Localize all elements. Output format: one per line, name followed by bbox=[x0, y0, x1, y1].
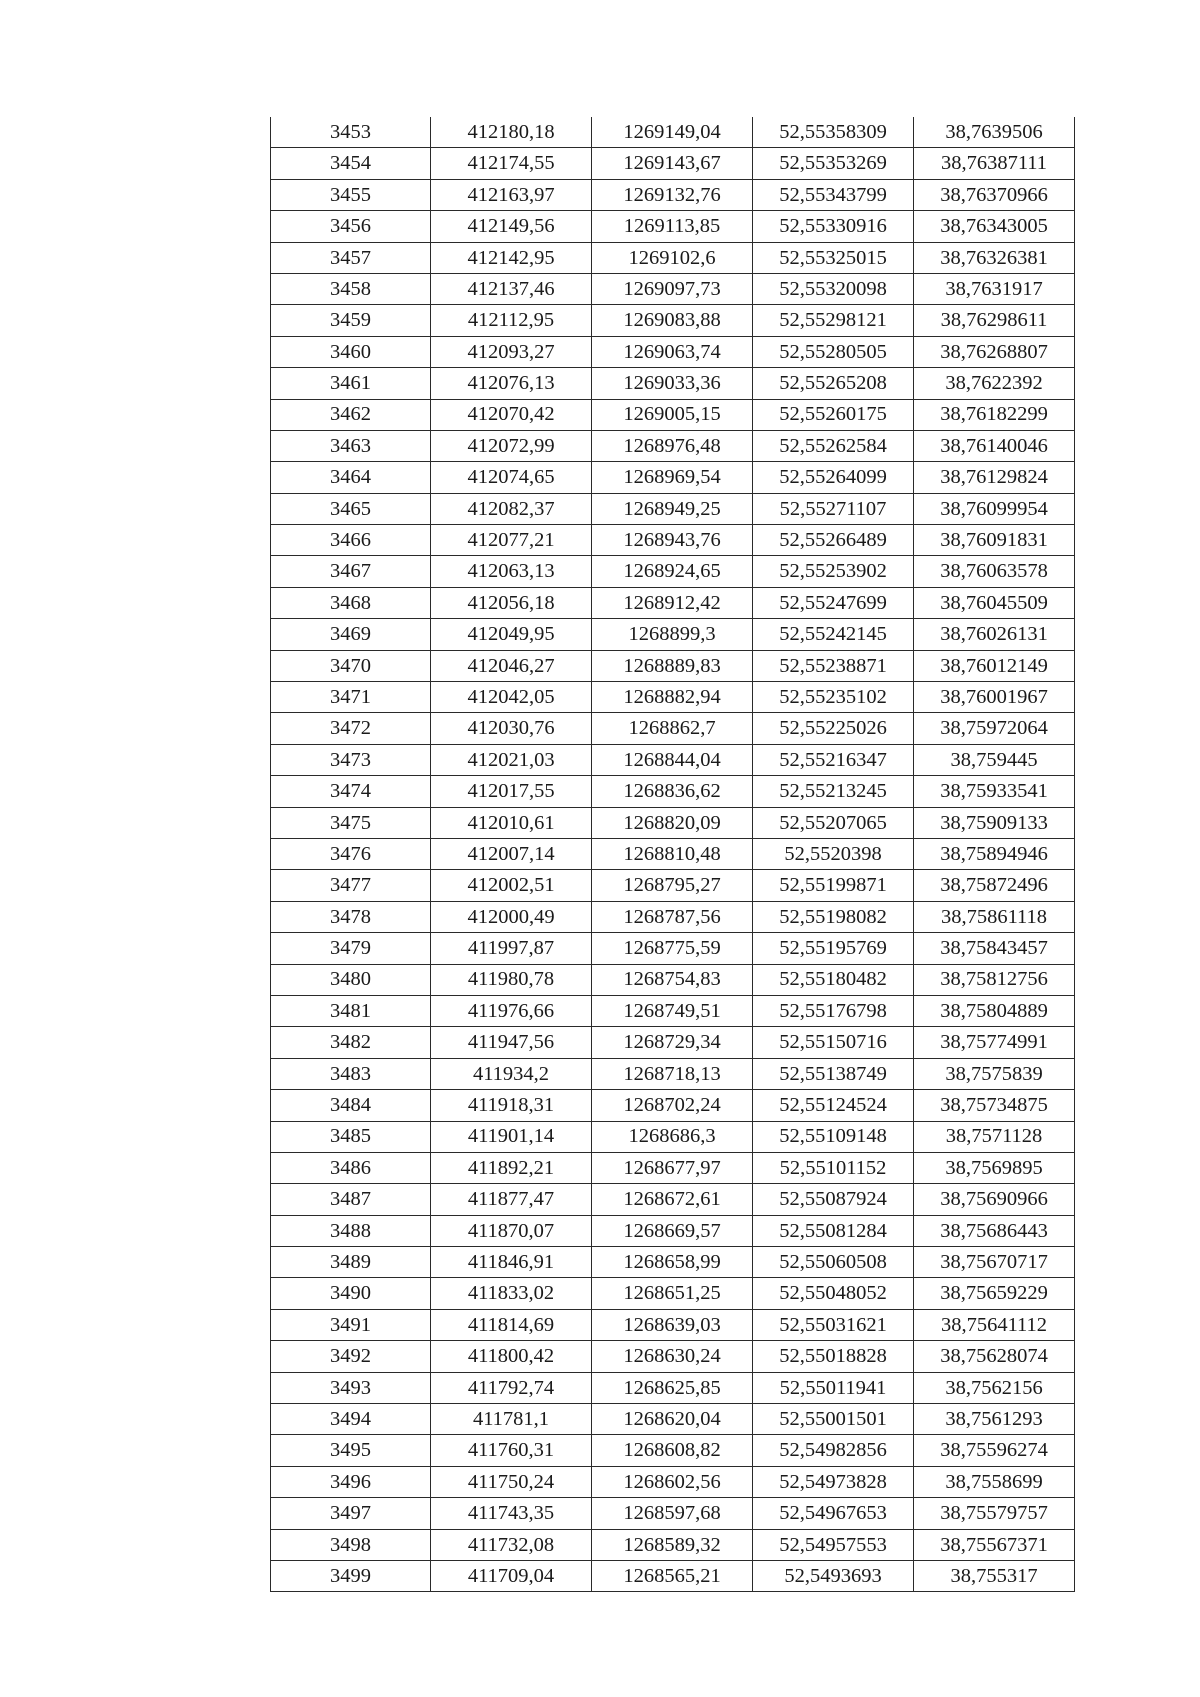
point-number-cell: 3484 bbox=[271, 1090, 431, 1121]
point-number-cell: 3487 bbox=[271, 1184, 431, 1215]
x-coordinate-cell: 411709,04 bbox=[431, 1560, 592, 1591]
y-coordinate-cell: 1268889,83 bbox=[592, 650, 753, 681]
table-row bbox=[271, 1560, 1075, 1591]
y-coordinate-cell: 1268787,56 bbox=[592, 901, 753, 932]
table-row bbox=[271, 713, 1075, 744]
x-coordinate-cell: 412002,51 bbox=[431, 870, 592, 901]
x-coordinate-cell: 412042,05 bbox=[431, 682, 592, 713]
point-number-cell: 3499 bbox=[271, 1560, 431, 1591]
latitude-cell: 52,55235102 bbox=[753, 682, 914, 713]
x-coordinate-cell: 412142,95 bbox=[431, 242, 592, 273]
latitude-cell: 52,55353269 bbox=[753, 148, 914, 179]
table-row bbox=[271, 305, 1075, 336]
table-row bbox=[271, 1466, 1075, 1497]
y-coordinate-cell: 1268630,24 bbox=[592, 1341, 753, 1372]
table-row bbox=[271, 1278, 1075, 1309]
latitude-cell: 52,55150716 bbox=[753, 1027, 914, 1058]
y-coordinate-cell: 1268608,82 bbox=[592, 1435, 753, 1466]
y-coordinate-cell: 1269005,15 bbox=[592, 399, 753, 430]
latitude-cell: 52,54967653 bbox=[753, 1498, 914, 1529]
x-coordinate-cell: 412007,14 bbox=[431, 838, 592, 869]
table-row bbox=[271, 1247, 1075, 1278]
latitude-cell: 52,55087924 bbox=[753, 1184, 914, 1215]
x-coordinate-cell: 412049,95 bbox=[431, 619, 592, 650]
latitude-cell: 52,55081284 bbox=[753, 1215, 914, 1246]
latitude-cell: 52,55262584 bbox=[753, 430, 914, 461]
x-coordinate-cell: 411800,42 bbox=[431, 1341, 592, 1372]
point-number-cell: 3485 bbox=[271, 1121, 431, 1152]
longitude-cell: 38,75641112 bbox=[914, 1309, 1075, 1340]
latitude-cell: 52,55060508 bbox=[753, 1247, 914, 1278]
latitude-cell: 52,55213245 bbox=[753, 776, 914, 807]
table-row bbox=[271, 1058, 1075, 1089]
point-number-cell: 3470 bbox=[271, 650, 431, 681]
longitude-cell: 38,76182299 bbox=[914, 399, 1075, 430]
table-row bbox=[271, 1152, 1075, 1183]
x-coordinate-cell: 411870,07 bbox=[431, 1215, 592, 1246]
table-row bbox=[271, 1372, 1075, 1403]
table-row bbox=[271, 430, 1075, 461]
longitude-cell: 38,759445 bbox=[914, 744, 1075, 775]
latitude-cell: 52,55109148 bbox=[753, 1121, 914, 1152]
y-coordinate-cell: 1268754,83 bbox=[592, 964, 753, 995]
longitude-cell: 38,7561293 bbox=[914, 1404, 1075, 1435]
y-coordinate-cell: 1269033,36 bbox=[592, 368, 753, 399]
point-number-cell: 3491 bbox=[271, 1309, 431, 1340]
y-coordinate-cell: 1268810,48 bbox=[592, 838, 753, 869]
table-row bbox=[271, 211, 1075, 242]
point-number-cell: 3464 bbox=[271, 462, 431, 493]
y-coordinate-cell: 1268949,25 bbox=[592, 493, 753, 524]
y-coordinate-cell: 1268669,57 bbox=[592, 1215, 753, 1246]
longitude-cell: 38,7622392 bbox=[914, 368, 1075, 399]
point-number-cell: 3477 bbox=[271, 870, 431, 901]
x-coordinate-cell: 411997,87 bbox=[431, 933, 592, 964]
table-row bbox=[271, 619, 1075, 650]
longitude-cell: 38,76140046 bbox=[914, 430, 1075, 461]
y-coordinate-cell: 1268597,68 bbox=[592, 1498, 753, 1529]
x-coordinate-cell: 412074,65 bbox=[431, 462, 592, 493]
latitude-cell: 52,55320098 bbox=[753, 273, 914, 304]
longitude-cell: 38,76091831 bbox=[914, 525, 1075, 556]
x-coordinate-cell: 412077,21 bbox=[431, 525, 592, 556]
latitude-cell: 52,55018828 bbox=[753, 1341, 914, 1372]
y-coordinate-cell: 1268565,21 bbox=[592, 1560, 753, 1591]
y-coordinate-cell: 1268639,03 bbox=[592, 1309, 753, 1340]
x-coordinate-cell: 411732,08 bbox=[431, 1529, 592, 1560]
longitude-cell: 38,76063578 bbox=[914, 556, 1075, 587]
x-coordinate-cell: 411750,24 bbox=[431, 1466, 592, 1497]
longitude-cell: 38,75734875 bbox=[914, 1090, 1075, 1121]
point-number-cell: 3471 bbox=[271, 682, 431, 713]
y-coordinate-cell: 1268677,97 bbox=[592, 1152, 753, 1183]
longitude-cell: 38,76026131 bbox=[914, 619, 1075, 650]
y-coordinate-cell: 1268775,59 bbox=[592, 933, 753, 964]
point-number-cell: 3483 bbox=[271, 1058, 431, 1089]
table-row bbox=[271, 525, 1075, 556]
longitude-cell: 38,7631917 bbox=[914, 273, 1075, 304]
x-coordinate-cell: 412063,13 bbox=[431, 556, 592, 587]
longitude-cell: 38,7558699 bbox=[914, 1466, 1075, 1497]
longitude-cell: 38,75933541 bbox=[914, 776, 1075, 807]
longitude-cell: 38,76370966 bbox=[914, 179, 1075, 210]
point-number-cell: 3454 bbox=[271, 148, 431, 179]
y-coordinate-cell: 1268686,3 bbox=[592, 1121, 753, 1152]
x-coordinate-cell: 412174,55 bbox=[431, 148, 592, 179]
coordinates-table-body bbox=[271, 117, 1075, 1592]
x-coordinate-cell: 412056,18 bbox=[431, 587, 592, 618]
x-coordinate-cell: 411892,21 bbox=[431, 1152, 592, 1183]
y-coordinate-cell: 1268729,34 bbox=[592, 1027, 753, 1058]
longitude-cell: 38,76387111 bbox=[914, 148, 1075, 179]
table-row bbox=[271, 556, 1075, 587]
x-coordinate-cell: 412000,49 bbox=[431, 901, 592, 932]
y-coordinate-cell: 1269097,73 bbox=[592, 273, 753, 304]
table-row bbox=[271, 1215, 1075, 1246]
x-coordinate-cell: 412163,97 bbox=[431, 179, 592, 210]
point-number-cell: 3478 bbox=[271, 901, 431, 932]
longitude-cell: 38,75670717 bbox=[914, 1247, 1075, 1278]
point-number-cell: 3467 bbox=[271, 556, 431, 587]
latitude-cell: 52,55176798 bbox=[753, 995, 914, 1026]
y-coordinate-cell: 1268836,62 bbox=[592, 776, 753, 807]
latitude-cell: 52,55298121 bbox=[753, 305, 914, 336]
x-coordinate-cell: 411877,47 bbox=[431, 1184, 592, 1215]
latitude-cell: 52,55011941 bbox=[753, 1372, 914, 1403]
table-row bbox=[271, 1435, 1075, 1466]
y-coordinate-cell: 1268862,7 bbox=[592, 713, 753, 744]
longitude-cell: 38,75861118 bbox=[914, 901, 1075, 932]
x-coordinate-cell: 411743,35 bbox=[431, 1498, 592, 1529]
x-coordinate-cell: 411781,1 bbox=[431, 1404, 592, 1435]
latitude-cell: 52,55280505 bbox=[753, 336, 914, 367]
table-row bbox=[271, 964, 1075, 995]
latitude-cell: 52,55138749 bbox=[753, 1058, 914, 1089]
longitude-cell: 38,76129824 bbox=[914, 462, 1075, 493]
point-number-cell: 3481 bbox=[271, 995, 431, 1026]
latitude-cell: 52,55048052 bbox=[753, 1278, 914, 1309]
point-number-cell: 3469 bbox=[271, 619, 431, 650]
longitude-cell: 38,75659229 bbox=[914, 1278, 1075, 1309]
x-coordinate-cell: 412072,99 bbox=[431, 430, 592, 461]
y-coordinate-cell: 1268943,76 bbox=[592, 525, 753, 556]
point-number-cell: 3455 bbox=[271, 179, 431, 210]
point-number-cell: 3496 bbox=[271, 1466, 431, 1497]
y-coordinate-cell: 1268882,94 bbox=[592, 682, 753, 713]
point-number-cell: 3474 bbox=[271, 776, 431, 807]
x-coordinate-cell: 412010,61 bbox=[431, 807, 592, 838]
point-number-cell: 3492 bbox=[271, 1341, 431, 1372]
table-row bbox=[271, 242, 1075, 273]
longitude-cell: 38,76268807 bbox=[914, 336, 1075, 367]
x-coordinate-cell: 411814,69 bbox=[431, 1309, 592, 1340]
point-number-cell: 3493 bbox=[271, 1372, 431, 1403]
table-row bbox=[271, 148, 1075, 179]
latitude-cell: 52,55325015 bbox=[753, 242, 914, 273]
longitude-cell: 38,76099954 bbox=[914, 493, 1075, 524]
point-number-cell: 3495 bbox=[271, 1435, 431, 1466]
x-coordinate-cell: 411792,74 bbox=[431, 1372, 592, 1403]
latitude-cell: 52,55253902 bbox=[753, 556, 914, 587]
table-row bbox=[271, 870, 1075, 901]
latitude-cell: 52,55265208 bbox=[753, 368, 914, 399]
x-coordinate-cell: 412137,46 bbox=[431, 273, 592, 304]
table-row bbox=[271, 1184, 1075, 1215]
latitude-cell: 52,55264099 bbox=[753, 462, 914, 493]
point-number-cell: 3468 bbox=[271, 587, 431, 618]
table-row bbox=[271, 462, 1075, 493]
x-coordinate-cell: 412017,55 bbox=[431, 776, 592, 807]
y-coordinate-cell: 1268969,54 bbox=[592, 462, 753, 493]
point-number-cell: 3473 bbox=[271, 744, 431, 775]
point-number-cell: 3472 bbox=[271, 713, 431, 744]
table-row bbox=[271, 1121, 1075, 1152]
longitude-cell: 38,76045509 bbox=[914, 587, 1075, 618]
point-number-cell: 3460 bbox=[271, 336, 431, 367]
table-row bbox=[271, 1529, 1075, 1560]
table-row bbox=[271, 1309, 1075, 1340]
point-number-cell: 3456 bbox=[271, 211, 431, 242]
x-coordinate-cell: 411918,31 bbox=[431, 1090, 592, 1121]
point-number-cell: 3489 bbox=[271, 1247, 431, 1278]
table-row bbox=[271, 1498, 1075, 1529]
point-number-cell: 3488 bbox=[271, 1215, 431, 1246]
point-number-cell: 3497 bbox=[271, 1498, 431, 1529]
y-coordinate-cell: 1268899,3 bbox=[592, 619, 753, 650]
x-coordinate-cell: 412046,27 bbox=[431, 650, 592, 681]
latitude-cell: 52,55101152 bbox=[753, 1152, 914, 1183]
latitude-cell: 52,55260175 bbox=[753, 399, 914, 430]
longitude-cell: 38,75596274 bbox=[914, 1435, 1075, 1466]
latitude-cell: 52,55180482 bbox=[753, 964, 914, 995]
table-row bbox=[271, 838, 1075, 869]
table-row bbox=[271, 273, 1075, 304]
longitude-cell: 38,755317 bbox=[914, 1560, 1075, 1591]
x-coordinate-cell: 411833,02 bbox=[431, 1278, 592, 1309]
x-coordinate-cell: 412082,37 bbox=[431, 493, 592, 524]
y-coordinate-cell: 1269132,76 bbox=[592, 179, 753, 210]
y-coordinate-cell: 1269113,85 bbox=[592, 211, 753, 242]
point-number-cell: 3490 bbox=[271, 1278, 431, 1309]
y-coordinate-cell: 1268844,04 bbox=[592, 744, 753, 775]
latitude-cell: 52,55330916 bbox=[753, 211, 914, 242]
x-coordinate-cell: 411934,2 bbox=[431, 1058, 592, 1089]
point-number-cell: 3462 bbox=[271, 399, 431, 430]
y-coordinate-cell: 1268912,42 bbox=[592, 587, 753, 618]
latitude-cell: 52,55001501 bbox=[753, 1404, 914, 1435]
y-coordinate-cell: 1269149,04 bbox=[592, 117, 753, 148]
longitude-cell: 38,76326381 bbox=[914, 242, 1075, 273]
longitude-cell: 38,75843457 bbox=[914, 933, 1075, 964]
longitude-cell: 38,7569895 bbox=[914, 1152, 1075, 1183]
point-number-cell: 3466 bbox=[271, 525, 431, 556]
x-coordinate-cell: 412076,13 bbox=[431, 368, 592, 399]
table-row bbox=[271, 1090, 1075, 1121]
latitude-cell: 52,5493693 bbox=[753, 1560, 914, 1591]
longitude-cell: 38,76343005 bbox=[914, 211, 1075, 242]
point-number-cell: 3461 bbox=[271, 368, 431, 399]
longitude-cell: 38,75894946 bbox=[914, 838, 1075, 869]
table-row bbox=[271, 901, 1075, 932]
y-coordinate-cell: 1268718,13 bbox=[592, 1058, 753, 1089]
latitude-cell: 52,55195769 bbox=[753, 933, 914, 964]
y-coordinate-cell: 1268820,09 bbox=[592, 807, 753, 838]
longitude-cell: 38,76298611 bbox=[914, 305, 1075, 336]
latitude-cell: 52,54982856 bbox=[753, 1435, 914, 1466]
x-coordinate-cell: 412093,27 bbox=[431, 336, 592, 367]
y-coordinate-cell: 1268602,56 bbox=[592, 1466, 753, 1497]
point-number-cell: 3458 bbox=[271, 273, 431, 304]
table-row bbox=[271, 117, 1075, 148]
longitude-cell: 38,75628074 bbox=[914, 1341, 1075, 1372]
latitude-cell: 52,55242145 bbox=[753, 619, 914, 650]
latitude-cell: 52,55216347 bbox=[753, 744, 914, 775]
latitude-cell: 52,55225026 bbox=[753, 713, 914, 744]
longitude-cell: 38,75774991 bbox=[914, 1027, 1075, 1058]
latitude-cell: 52,55238871 bbox=[753, 650, 914, 681]
latitude-cell: 52,55247699 bbox=[753, 587, 914, 618]
latitude-cell: 52,55343799 bbox=[753, 179, 914, 210]
latitude-cell: 52,55266489 bbox=[753, 525, 914, 556]
table-row bbox=[271, 179, 1075, 210]
longitude-cell: 38,75872496 bbox=[914, 870, 1075, 901]
latitude-cell: 52,5520398 bbox=[753, 838, 914, 869]
y-coordinate-cell: 1268702,24 bbox=[592, 1090, 753, 1121]
x-coordinate-cell: 412180,18 bbox=[431, 117, 592, 148]
x-coordinate-cell: 411901,14 bbox=[431, 1121, 592, 1152]
table-row bbox=[271, 744, 1075, 775]
latitude-cell: 52,54973828 bbox=[753, 1466, 914, 1497]
longitude-cell: 38,75812756 bbox=[914, 964, 1075, 995]
longitude-cell: 38,76012149 bbox=[914, 650, 1075, 681]
x-coordinate-cell: 412021,03 bbox=[431, 744, 592, 775]
table-row bbox=[271, 933, 1075, 964]
longitude-cell: 38,75690966 bbox=[914, 1184, 1075, 1215]
point-number-cell: 3465 bbox=[271, 493, 431, 524]
point-number-cell: 3482 bbox=[271, 1027, 431, 1058]
longitude-cell: 38,75686443 bbox=[914, 1215, 1075, 1246]
x-coordinate-cell: 412030,76 bbox=[431, 713, 592, 744]
y-coordinate-cell: 1268924,65 bbox=[592, 556, 753, 587]
longitude-cell: 38,7562156 bbox=[914, 1372, 1075, 1403]
x-coordinate-cell: 411846,91 bbox=[431, 1247, 592, 1278]
table-row bbox=[271, 776, 1075, 807]
point-number-cell: 3453 bbox=[271, 117, 431, 148]
y-coordinate-cell: 1268672,61 bbox=[592, 1184, 753, 1215]
table-row bbox=[271, 336, 1075, 367]
longitude-cell: 38,76001967 bbox=[914, 682, 1075, 713]
table-row bbox=[271, 995, 1075, 1026]
x-coordinate-cell: 411760,31 bbox=[431, 1435, 592, 1466]
table-row bbox=[271, 1027, 1075, 1058]
latitude-cell: 52,55199871 bbox=[753, 870, 914, 901]
y-coordinate-cell: 1269083,88 bbox=[592, 305, 753, 336]
y-coordinate-cell: 1268625,85 bbox=[592, 1372, 753, 1403]
x-coordinate-cell: 412149,56 bbox=[431, 211, 592, 242]
y-coordinate-cell: 1268795,27 bbox=[592, 870, 753, 901]
table-row bbox=[271, 493, 1075, 524]
table-row bbox=[271, 682, 1075, 713]
y-coordinate-cell: 1269063,74 bbox=[592, 336, 753, 367]
point-number-cell: 3463 bbox=[271, 430, 431, 461]
latitude-cell: 52,55031621 bbox=[753, 1309, 914, 1340]
coordinates-table bbox=[270, 117, 1075, 1592]
longitude-cell: 38,7571128 bbox=[914, 1121, 1075, 1152]
table-row bbox=[271, 1404, 1075, 1435]
table-row bbox=[271, 1341, 1075, 1372]
point-number-cell: 3480 bbox=[271, 964, 431, 995]
point-number-cell: 3494 bbox=[271, 1404, 431, 1435]
longitude-cell: 38,75579757 bbox=[914, 1498, 1075, 1529]
latitude-cell: 52,55124524 bbox=[753, 1090, 914, 1121]
point-number-cell: 3479 bbox=[271, 933, 431, 964]
x-coordinate-cell: 411976,66 bbox=[431, 995, 592, 1026]
y-coordinate-cell: 1269102,6 bbox=[592, 242, 753, 273]
x-coordinate-cell: 411980,78 bbox=[431, 964, 592, 995]
x-coordinate-cell: 412112,95 bbox=[431, 305, 592, 336]
y-coordinate-cell: 1268658,99 bbox=[592, 1247, 753, 1278]
longitude-cell: 38,7575839 bbox=[914, 1058, 1075, 1089]
longitude-cell: 38,7639506 bbox=[914, 117, 1075, 148]
table-row bbox=[271, 368, 1075, 399]
latitude-cell: 52,55271107 bbox=[753, 493, 914, 524]
latitude-cell: 52,55207065 bbox=[753, 807, 914, 838]
table-row bbox=[271, 650, 1075, 681]
y-coordinate-cell: 1268589,32 bbox=[592, 1529, 753, 1560]
longitude-cell: 38,75972064 bbox=[914, 713, 1075, 744]
longitude-cell: 38,75567371 bbox=[914, 1529, 1075, 1560]
table-row bbox=[271, 587, 1075, 618]
table-row bbox=[271, 399, 1075, 430]
point-number-cell: 3486 bbox=[271, 1152, 431, 1183]
table-row bbox=[271, 807, 1075, 838]
y-coordinate-cell: 1268651,25 bbox=[592, 1278, 753, 1309]
point-number-cell: 3475 bbox=[271, 807, 431, 838]
y-coordinate-cell: 1269143,67 bbox=[592, 148, 753, 179]
longitude-cell: 38,75804889 bbox=[914, 995, 1075, 1026]
point-number-cell: 3498 bbox=[271, 1529, 431, 1560]
latitude-cell: 52,54957553 bbox=[753, 1529, 914, 1560]
y-coordinate-cell: 1268976,48 bbox=[592, 430, 753, 461]
longitude-cell: 38,75909133 bbox=[914, 807, 1075, 838]
x-coordinate-cell: 411947,56 bbox=[431, 1027, 592, 1058]
latitude-cell: 52,55358309 bbox=[753, 117, 914, 148]
point-number-cell: 3459 bbox=[271, 305, 431, 336]
point-number-cell: 3476 bbox=[271, 838, 431, 869]
x-coordinate-cell: 412070,42 bbox=[431, 399, 592, 430]
y-coordinate-cell: 1268749,51 bbox=[592, 995, 753, 1026]
latitude-cell: 52,55198082 bbox=[753, 901, 914, 932]
y-coordinate-cell: 1268620,04 bbox=[592, 1404, 753, 1435]
point-number-cell: 3457 bbox=[271, 242, 431, 273]
